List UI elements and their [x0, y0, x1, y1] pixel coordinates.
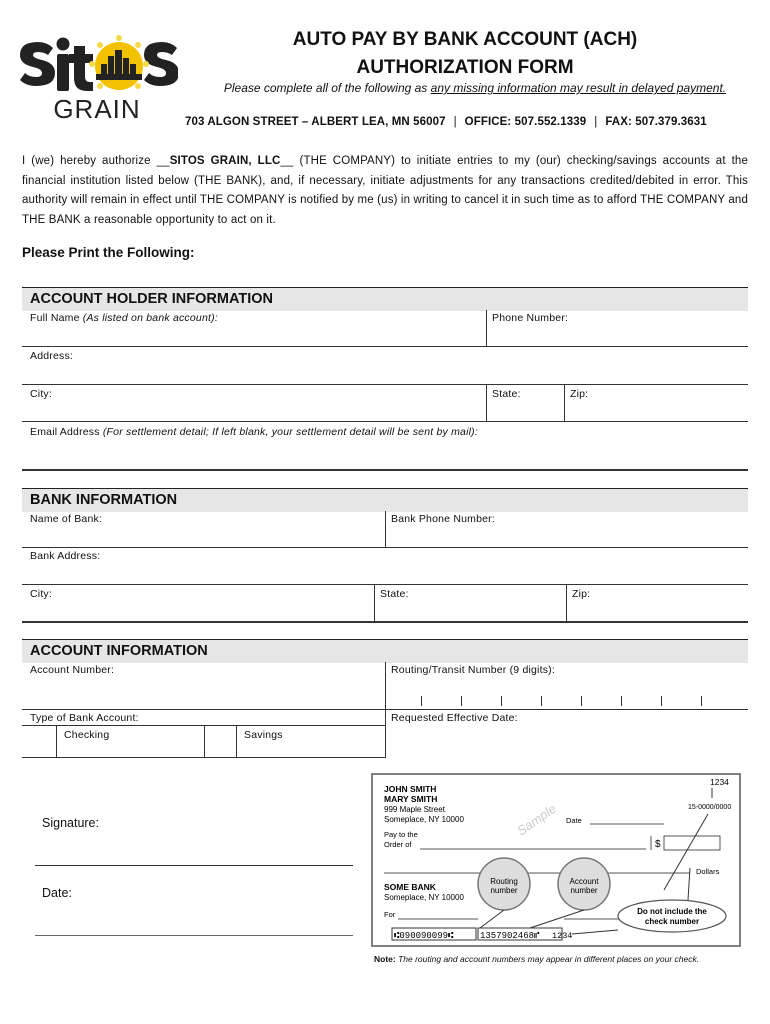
street-address: 703 ALGON STREET – ALBERT LEA, MN 56007 [185, 116, 446, 128]
checking-option[interactable]: Checking [64, 729, 110, 741]
svg-text:Someplace, NY 10000: Someplace, NY 10000 [384, 815, 464, 824]
effective-date-field[interactable]: Requested Effective Date: [391, 712, 518, 724]
state-field[interactable]: State: [492, 388, 521, 400]
signature-line[interactable] [35, 865, 353, 866]
svg-text:Routing: Routing [490, 877, 518, 886]
city-field[interactable]: City: [30, 388, 52, 400]
form-title-line1: AUTO PAY BY BANK ACCOUNT (ACH) [292, 29, 638, 50]
phone-number-field[interactable]: Phone Number: [492, 312, 569, 324]
account-number-field[interactable]: Account Number: [30, 664, 115, 676]
company-address-line: 703 ALGON STREET – ALBERT LEA, MN 56007 | OFFICE: 507.552.1339 | FAX: 507.379.3631 [185, 116, 707, 128]
bank-name-field[interactable]: Name of Bank: [30, 513, 103, 525]
address-field[interactable]: Address: [30, 350, 74, 362]
svg-text:Dollars: Dollars [696, 867, 720, 876]
svg-text:1357902468⑈: 1357902468⑈ [480, 931, 540, 941]
savings-option[interactable]: Savings [244, 729, 283, 741]
routing-number-field[interactable]: Routing/Transit Number (9 digits): [391, 664, 555, 676]
svg-text:$: $ [655, 839, 661, 850]
authorization-paragraph: I (we) hereby authorize __SITOS GRAIN, LLC__ (THE COMPANY) to initiate entries to my (our) checking/savings accounts at the financial institution listed below (THE BANK), and, if necessary, initiate adjustments for any transactions credited/debited in error. This authority will remain in effect until THE COMPANY is notified by me (us) in writing to cancel it in such time as to afford THE COMPANY and THE BANK a reasonable opportunity to act on it. [22, 155, 749, 226]
svg-text:15-0000/0000: 15-0000/0000 [688, 804, 732, 811]
svg-text:Someplace, NY 10000: Someplace, NY 10000 [384, 893, 464, 902]
email-address-field[interactable]: Email Address (For settlement detail; If left blank, your settlement detail will be sent by mail): [30, 426, 478, 438]
print-heading: Please Print the Following: [22, 245, 195, 260]
account-information-heading: ACCOUNT INFORMATION [22, 639, 748, 663]
svg-text:Order of: Order of [384, 840, 412, 849]
account-type-label: Type of Bank Account: [30, 712, 139, 724]
form-subtitle: Please complete all of the following as any missing information may result in delayed payment. [223, 81, 727, 95]
bank-city-field[interactable]: City: [30, 588, 52, 600]
svg-text:999 Maple Street: 999 Maple Street [384, 805, 445, 814]
sample-watermark: Sample [514, 800, 559, 839]
svg-text:Date: Date [566, 816, 582, 825]
date-line[interactable] [35, 935, 353, 936]
bank-address-field[interactable]: Bank Address: [30, 550, 101, 562]
office-phone: OFFICE: 507.552.1339 [464, 116, 587, 128]
svg-text:check number: check number [644, 917, 700, 926]
svg-text:1234: 1234 [552, 931, 573, 941]
bank-state-field[interactable]: State: [380, 588, 409, 600]
svg-text:Pay to the: Pay to the [384, 830, 418, 839]
svg-text:JOHN SMITH: JOHN SMITH [384, 784, 437, 794]
account-holder-heading: ACCOUNT HOLDER INFORMATION [22, 287, 748, 311]
sitos-grain-logo [16, 30, 178, 126]
bank-information-heading: BANK INFORMATION [22, 488, 748, 512]
bank-phone-field[interactable]: Bank Phone Number: [391, 513, 495, 525]
signature-label: Signature: [42, 816, 99, 830]
svg-text:Do not include the: Do not include the [637, 907, 707, 916]
svg-text:number: number [490, 886, 518, 895]
svg-text:⑆090090099⑆: ⑆090090099⑆ [394, 931, 454, 941]
svg-text:number: number [570, 886, 598, 895]
sun-elevator-icon [89, 35, 149, 90]
logo-grain-text: GRAIN [53, 94, 141, 124]
check-note: Note: The routing and account numbers may appear in different places on your check. [374, 954, 700, 964]
fax-number: FAX: 507.379.3631 [605, 116, 707, 128]
form-title-line2: AUTHORIZATION FORM [356, 57, 574, 78]
svg-text:Account: Account [569, 877, 599, 886]
bank-zip-field[interactable]: Zip: [572, 588, 591, 600]
zip-field[interactable]: Zip: [570, 388, 589, 400]
date-label: Date: [42, 886, 72, 900]
sample-check-image [368, 770, 744, 970]
svg-text:For: For [384, 910, 396, 919]
svg-text:1234: 1234 [710, 777, 729, 787]
svg-text:MARY SMITH: MARY SMITH [384, 794, 438, 804]
full-name-field[interactable]: Full Name (As listed on bank account): [30, 312, 218, 324]
svg-text:SOME BANK: SOME BANK [384, 882, 436, 892]
